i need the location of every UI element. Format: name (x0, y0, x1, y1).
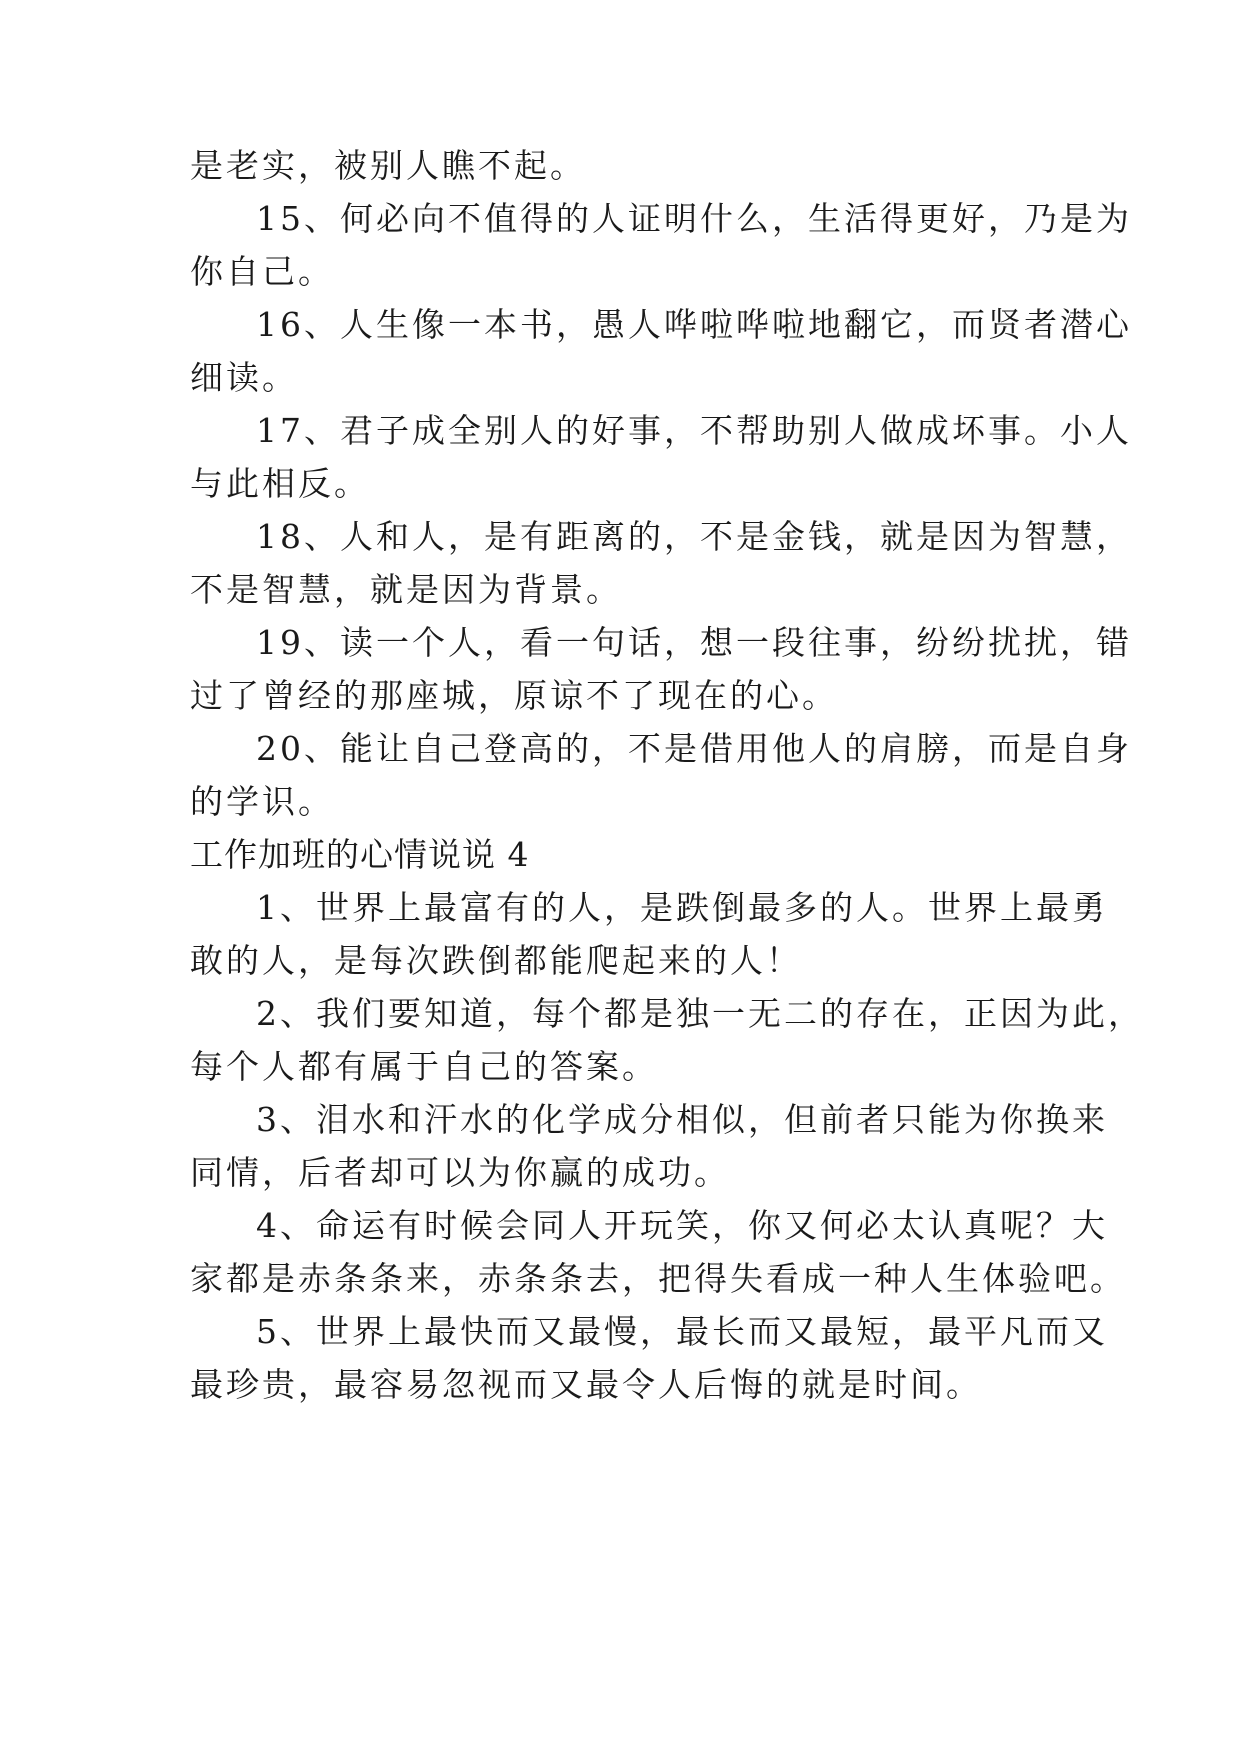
quote-3-line-2: 同情，后者却可以为你赢的成功。 (190, 1153, 730, 1192)
quote-18-line-2: 不是智慧，就是因为背景。 (190, 570, 622, 609)
quote-20-line-2: 的学识。 (190, 782, 334, 821)
quote-1-line-2: 敢的人，是每次跌倒都能爬起来的人！ (190, 941, 802, 980)
quote-19-line-1: 19、读一个人，看一句话，想一段往事，纷纷扰扰，错 (256, 623, 1132, 662)
quote-17-line-1: 17、君子成全别人的好事，不帮助别人做成坏事。小人 (256, 411, 1132, 450)
quote-3-line-1: 3、泪水和汗水的化学成分相似，但前者只能为你换来 (256, 1100, 1108, 1139)
paragraph-line: 是老实，被别人瞧不起。 (190, 146, 586, 185)
quote-5-line-1: 5、世界上最快而又最慢，最长而又最短，最平凡而又 (256, 1312, 1108, 1351)
quote-17-line-2: 与此相反。 (190, 464, 370, 503)
quote-19-line-2: 过了曾经的那座城，原谅不了现在的心。 (190, 676, 838, 715)
quote-15-line-2: 你自己。 (190, 252, 334, 291)
quote-5-line-2: 最珍贵，最容易忽视而又最令人后悔的就是时间。 (190, 1365, 982, 1404)
quote-4-line-2: 家都是赤条条来，赤条条去，把得失看成一种人生体验吧。 (190, 1259, 1126, 1298)
section-heading: 工作加班的心情说说 4 (190, 835, 530, 874)
quote-4-line-1: 4、命运有时候会同人开玩笑，你又何必太认真呢？大 (256, 1206, 1108, 1245)
quote-20-line-1: 20、能让自己登高的，不是借用他人的肩膀，而是自身 (256, 729, 1132, 768)
quote-18-line-1: 18、人和人，是有距离的，不是金钱，就是因为智慧， (256, 517, 1132, 556)
quote-15-line-1: 15、何必向不值得的人证明什么，生活得更好，乃是为 (256, 199, 1132, 238)
quote-16-line-2: 细读。 (190, 358, 298, 397)
quote-2-line-1: 2、我们要知道，每个都是独一无二的存在，正因为此， (256, 994, 1144, 1033)
quote-1-line-1: 1、世界上最富有的人，是跌倒最多的人。世界上最勇 (256, 888, 1108, 927)
quote-16-line-1: 16、人生像一本书，愚人哗啦哗啦地翻它，而贤者潜心 (256, 305, 1132, 344)
quote-2-line-2: 每个人都有属于自己的答案。 (190, 1047, 658, 1086)
